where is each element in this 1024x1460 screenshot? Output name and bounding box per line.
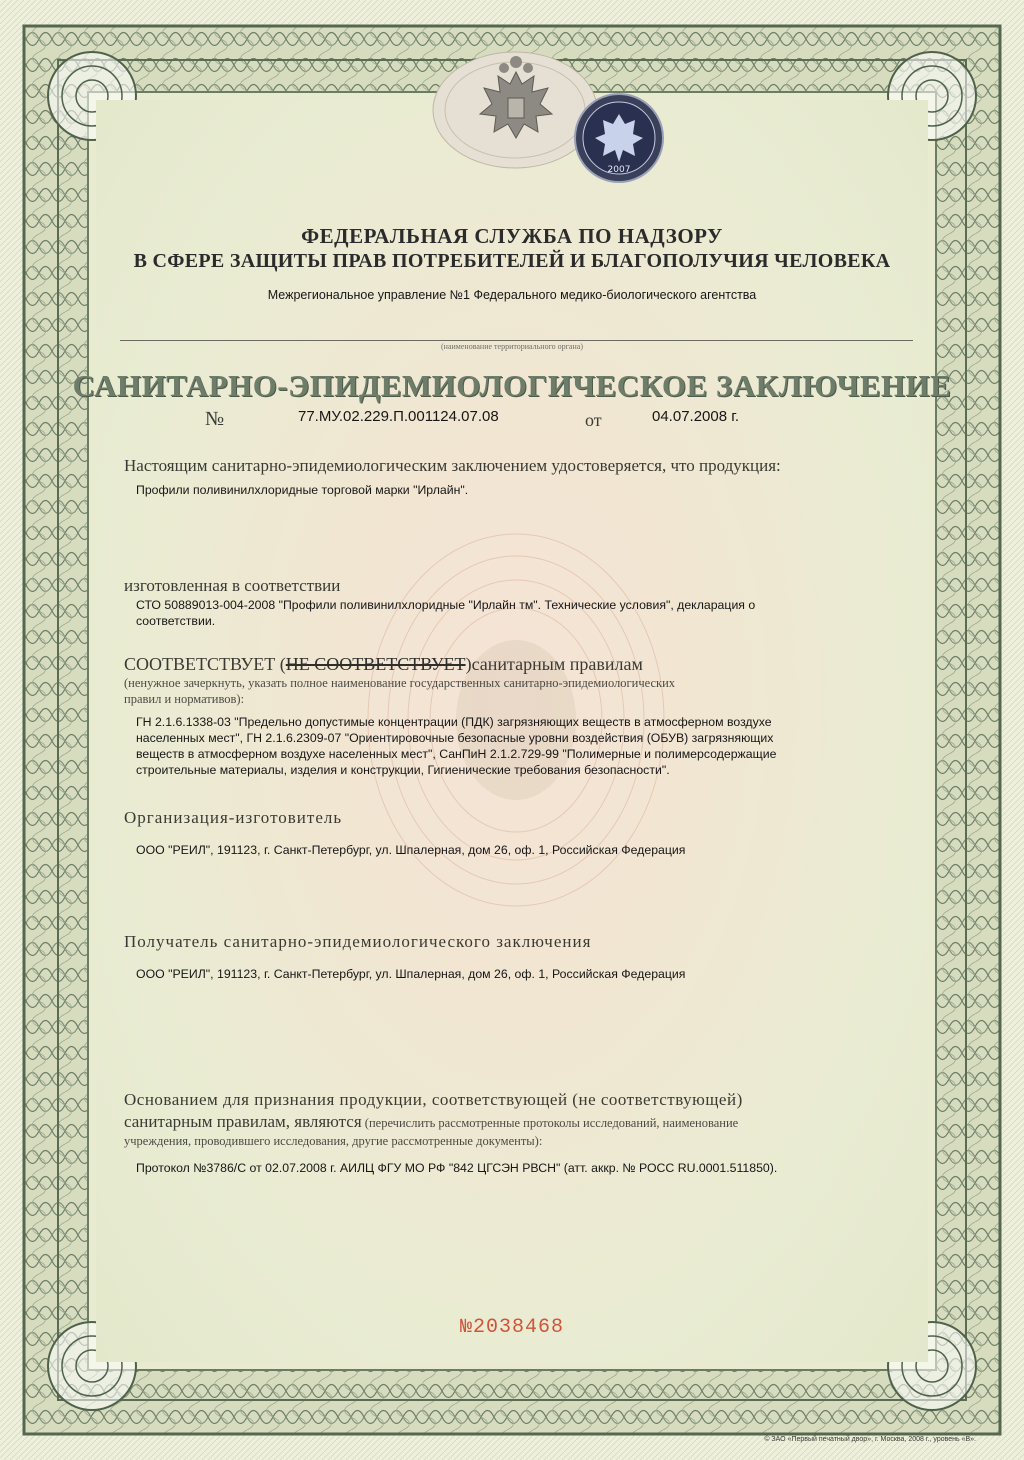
compliance-note-line1: (ненужное зачеркнуть, указать полное наименование государственных санитарно-эпидемиологических: [124, 676, 676, 690]
paren-close: ): [465, 654, 472, 674]
basis-line2: [124, 1112, 738, 1132]
manufactured-per-line1: СТО 50889013-004-2008 "Профили поливинилхлоридные "Ирлайн тм". Технические условия", декларация о: [136, 598, 756, 612]
recipient-label: Получатель санитарно-эпидемиологического заключения: [124, 932, 592, 951]
certificate-number: 77.МУ.02.229.П.001124.07.08: [298, 408, 499, 425]
compliance-note-line2: правил и нормативов):: [124, 692, 245, 706]
basis-line2-main: санитарным правилам, являются: [124, 1112, 362, 1131]
product-name: Профили поливинилхлоридные торговой марки "Ирлайн".: [136, 483, 469, 497]
manufactured-per-line2: соответствии.: [136, 614, 216, 628]
certificate-title: САНИТАРНО-ЭПИДЕМИОЛОГИЧЕСКОЕ ЗАКЛЮЧЕНИЕ: [72, 368, 952, 403]
number-label: №: [205, 408, 225, 430]
serial-number: №2038468: [459, 1316, 564, 1339]
coat-of-arms-icon: [466, 54, 566, 154]
manufacturer-label: Организация-изготовитель: [124, 808, 343, 827]
compliance-statement: [124, 654, 643, 675]
compliance-norms-line3: веществ в атмосферном воздухе населенных мест", СанПиН 2.1.2.729-99 "Полимерные и полимерсодержащие: [136, 747, 777, 761]
agency-name-line2: В СФЕРЕ ЗАЩИТЫ ПРАВ ПОТРЕБИТЕЛЕЙ И БЛАГОПОЛУЧИЯ ЧЕЛОВЕКА: [133, 250, 891, 272]
date-label: от: [585, 410, 602, 430]
basis-line2-note: (перечислить рассмотренные протоколы исследований, наименование: [361, 1116, 739, 1130]
regional-office-caption: (наименование территориального органа): [441, 342, 583, 351]
regional-office: Межрегиональное управление №1 Федерального медико-биологического агентства: [267, 288, 757, 302]
printer-imprint: © ЗАО «Первый печатный двор», г. Москва, 2008 г., уровень «В».: [764, 1436, 976, 1443]
sanitary-rules-word: санитарным правилам: [471, 654, 643, 674]
basis-value: Протокол №3786/С от 02.07.2008 г. АИЛЦ ФГУ МО РФ "842 ЦГСЭН РВСН" (атт. аккр. № РОСС RU.0001.511850).: [136, 1161, 778, 1175]
agency-name-line1: ФЕДЕРАЛЬНАЯ СЛУЖБА ПО НАДЗОРУ: [301, 224, 723, 248]
basis-line3-note: учреждения, проводившего исследования, другие рассмотренные документы):: [124, 1134, 543, 1148]
paren-open: (: [279, 654, 286, 674]
basis-line1: Основанием для признания продукции, соответствующей (не соответствующей): [124, 1090, 743, 1109]
svg-text:2007: 2007: [607, 165, 631, 175]
complies-word: СООТВЕТСТВУЕТ: [124, 654, 276, 674]
recipient-value: ООО "РЕИЛ", 191123, г. Санкт-Петербург, ул. Шпалерная, дом 26, оф. 1, Российская Федерация: [136, 967, 686, 981]
regional-office-rule: [120, 340, 913, 341]
compliance-norms-line1: ГН 2.1.6.1338-03 "Предельно допустимые концентрации (ПДК) загрязняющих веществ в атмосферном воздухе: [136, 715, 772, 729]
not-complies-struck: НЕ СООТВЕТСТВУЕТ: [285, 654, 466, 674]
certificate-date: 04.07.2008 г.: [652, 408, 740, 425]
product-intro: Настоящим санитарно-эпидемиологическим заключением удостоверяется, что продукция:: [124, 456, 781, 475]
compliance-norms-line2: населенных мест", ГН 2.1.6.2309-07 "Ориентировочные безопасные уровни воздействия (ОБУВ) загрязняющих: [136, 731, 774, 745]
manufacturer-value: ООО "РЕИЛ", 191123, г. Санкт-Петербург, ул. Шпалерная, дом 26, оф. 1, Российская Федерация: [136, 843, 686, 857]
hologram-icon: [573, 92, 665, 184]
compliance-norms-line4: строительные материалы, изделия и конструкции, Гигиенические требования безопасности".: [136, 763, 670, 777]
manufactured-per-label: изготовленная в соответствии: [124, 576, 341, 595]
